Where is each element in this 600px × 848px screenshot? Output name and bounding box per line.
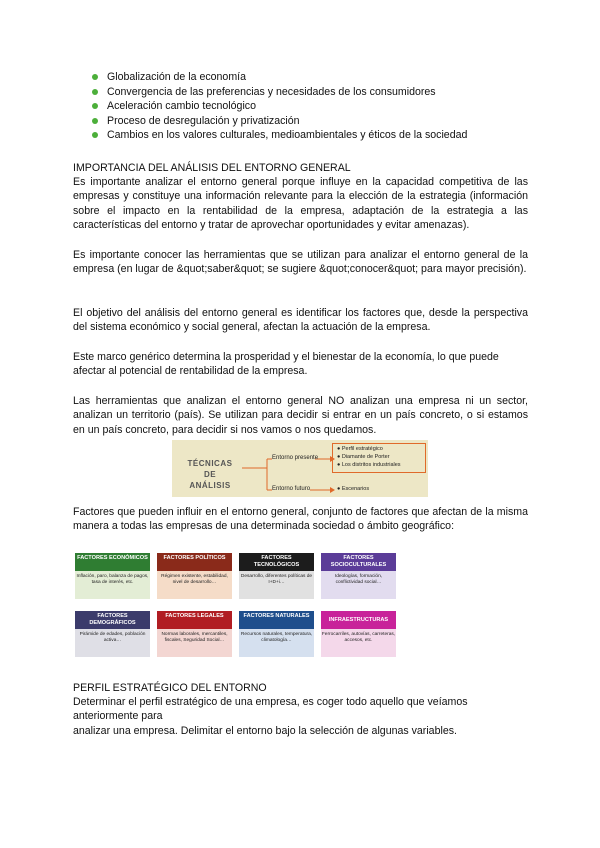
factor-card-economicos — [75, 553, 150, 599]
paragraph-factores: Factores que pueden influir en el entorno general, conjunto de factores que afectan de la misma manera a todas las empresas de una determinada sociedad o ámbito geográfico: — [73, 506, 528, 533]
factor-body: Recursos naturales, temperatura, climatología… — [239, 629, 314, 657]
factor-title: FACTORES ECONÓMICOS — [75, 553, 150, 571]
factor-card-naturales — [239, 611, 314, 657]
paragraph-perfil-line3: analizar una empresa. Delimitar el entorno bajo la selección de algunas variables. — [73, 725, 457, 737]
paragraph-perfil-line1: Determinar el perfil estratégico de una empresa, es coger todo aquello que veíamos — [73, 696, 468, 708]
section-heading-importancia: IMPORTANCIA DEL ANÁLISIS DEL ENTORNO GENERAL — [73, 162, 351, 174]
tecnicas-analisis-diagram — [172, 440, 428, 497]
factor-card-tecnologicos — [239, 553, 314, 599]
diagram-title: TÉCNICAS DE ANÁLISIS — [187, 459, 233, 490]
list-item: Aceleración cambio tecnológico — [92, 99, 467, 114]
factor-body: Ideologías, formación, conflictividad social… — [321, 571, 396, 599]
factor-title: FACTORES SOCIOCULTURALES — [321, 553, 396, 571]
factor-body: Pirámide de edades, población activa… — [75, 629, 150, 657]
factor-body: Régimen existente, estabilidad, nivel de desarrollo… — [157, 571, 232, 599]
paragraph-objetivo: El objetivo del análisis del entorno general es identificar los factores que, desde la perspectiva del sistema económico y social general, afectan la actuación de la empresa. — [73, 307, 528, 334]
paragraph-perfil-line2: anteriormente para — [73, 710, 163, 722]
list-item: Proceso de desregulación y privatización — [92, 114, 467, 129]
bullet-icon — [92, 103, 98, 109]
present-item: ● Perfil estratégico — [337, 446, 383, 452]
future-item: ● Escenarios — [337, 486, 370, 492]
paragraph-territorio: Las herramientas que analizan el entorno general NO analizan una empresa ni un sector, analizan un territorio (país). Se utilizan para decidir si entrar en un país concreto, o si estamos en un país concreto, para decidir si nos vamos o nos quedamos. — [73, 395, 528, 436]
factor-card-politicos — [157, 553, 232, 599]
list-item: Globalización de la economía — [92, 70, 467, 85]
bullet-list — [92, 70, 467, 143]
paragraph-marco: Este marco genérico determina la prosperidad y el bienestar de la economía, lo que puede afectar al potencial de rentabilidad de la empresa. — [73, 351, 499, 378]
factor-body: Desarrollo, diferentes políticas de I+D+i… — [239, 571, 314, 599]
factor-body: Ferrocarriles, autovías, carreteras, accesos, etc. — [321, 629, 396, 657]
list-item: Cambios en los valores culturales, medioambientales y éticos de la sociedad — [92, 128, 467, 143]
branch-present-label: Entorno presente — [272, 455, 319, 461]
bullet-icon — [92, 132, 98, 138]
factor-card-legales — [157, 611, 232, 657]
factor-title: FACTORES LEGALES — [157, 611, 232, 629]
present-item: ● Los distritos industriales — [337, 462, 401, 468]
factor-card-demograficos — [75, 611, 150, 657]
present-item: ● Diamante de Porter — [337, 454, 390, 460]
list-item: Convergencia de las preferencias y necesidades de los consumidores — [92, 85, 467, 100]
section-heading-perfil: PERFIL ESTRATÉGICO DEL ENTORNO — [73, 682, 267, 694]
bullet-icon — [92, 118, 98, 124]
factor-card-socioculturales — [321, 553, 396, 599]
factor-card-infraestructuras — [321, 611, 396, 657]
factor-body: Normas laborales, mercantiles, fiscales, Seguridad Social… — [157, 629, 232, 657]
factor-title: FACTORES NATURALES — [239, 611, 314, 629]
factor-title: FACTORES DEMOGRÁFICOS — [75, 611, 150, 629]
bullet-icon — [92, 89, 98, 95]
branch-future-label: Entorno futuro — [272, 486, 311, 492]
factor-title: INFRAESTRUCTURAS — [321, 611, 396, 629]
bullet-icon — [92, 74, 98, 80]
factor-title: FACTORES POLÍTICOS — [157, 553, 232, 571]
factor-body: Inflación, paro, balanza de pagos, tasa de interés, etc. — [75, 571, 150, 599]
paragraph-importancia: Es importante analizar el entorno general porque influye en la capacidad competitiva de las empresas y constituye una información relevante para la elección de la estrategia (información sobre el impacto en la rentabilidad de la empresa, adaptación de la estrategia a las características del entorno y tratar de aprovechar oportunidades y evitar amenazas). — [73, 176, 528, 232]
paragraph-herramientas: Es importante conocer las herramientas que se utilizan para analizar el entorno general de la empresa (en lugar de &quot;saber&quot; se sugiere &quot;conocer&quot; para mayor precisión). — [73, 249, 528, 276]
factor-title: FACTORES TECNOLÓGICOS — [239, 553, 314, 571]
